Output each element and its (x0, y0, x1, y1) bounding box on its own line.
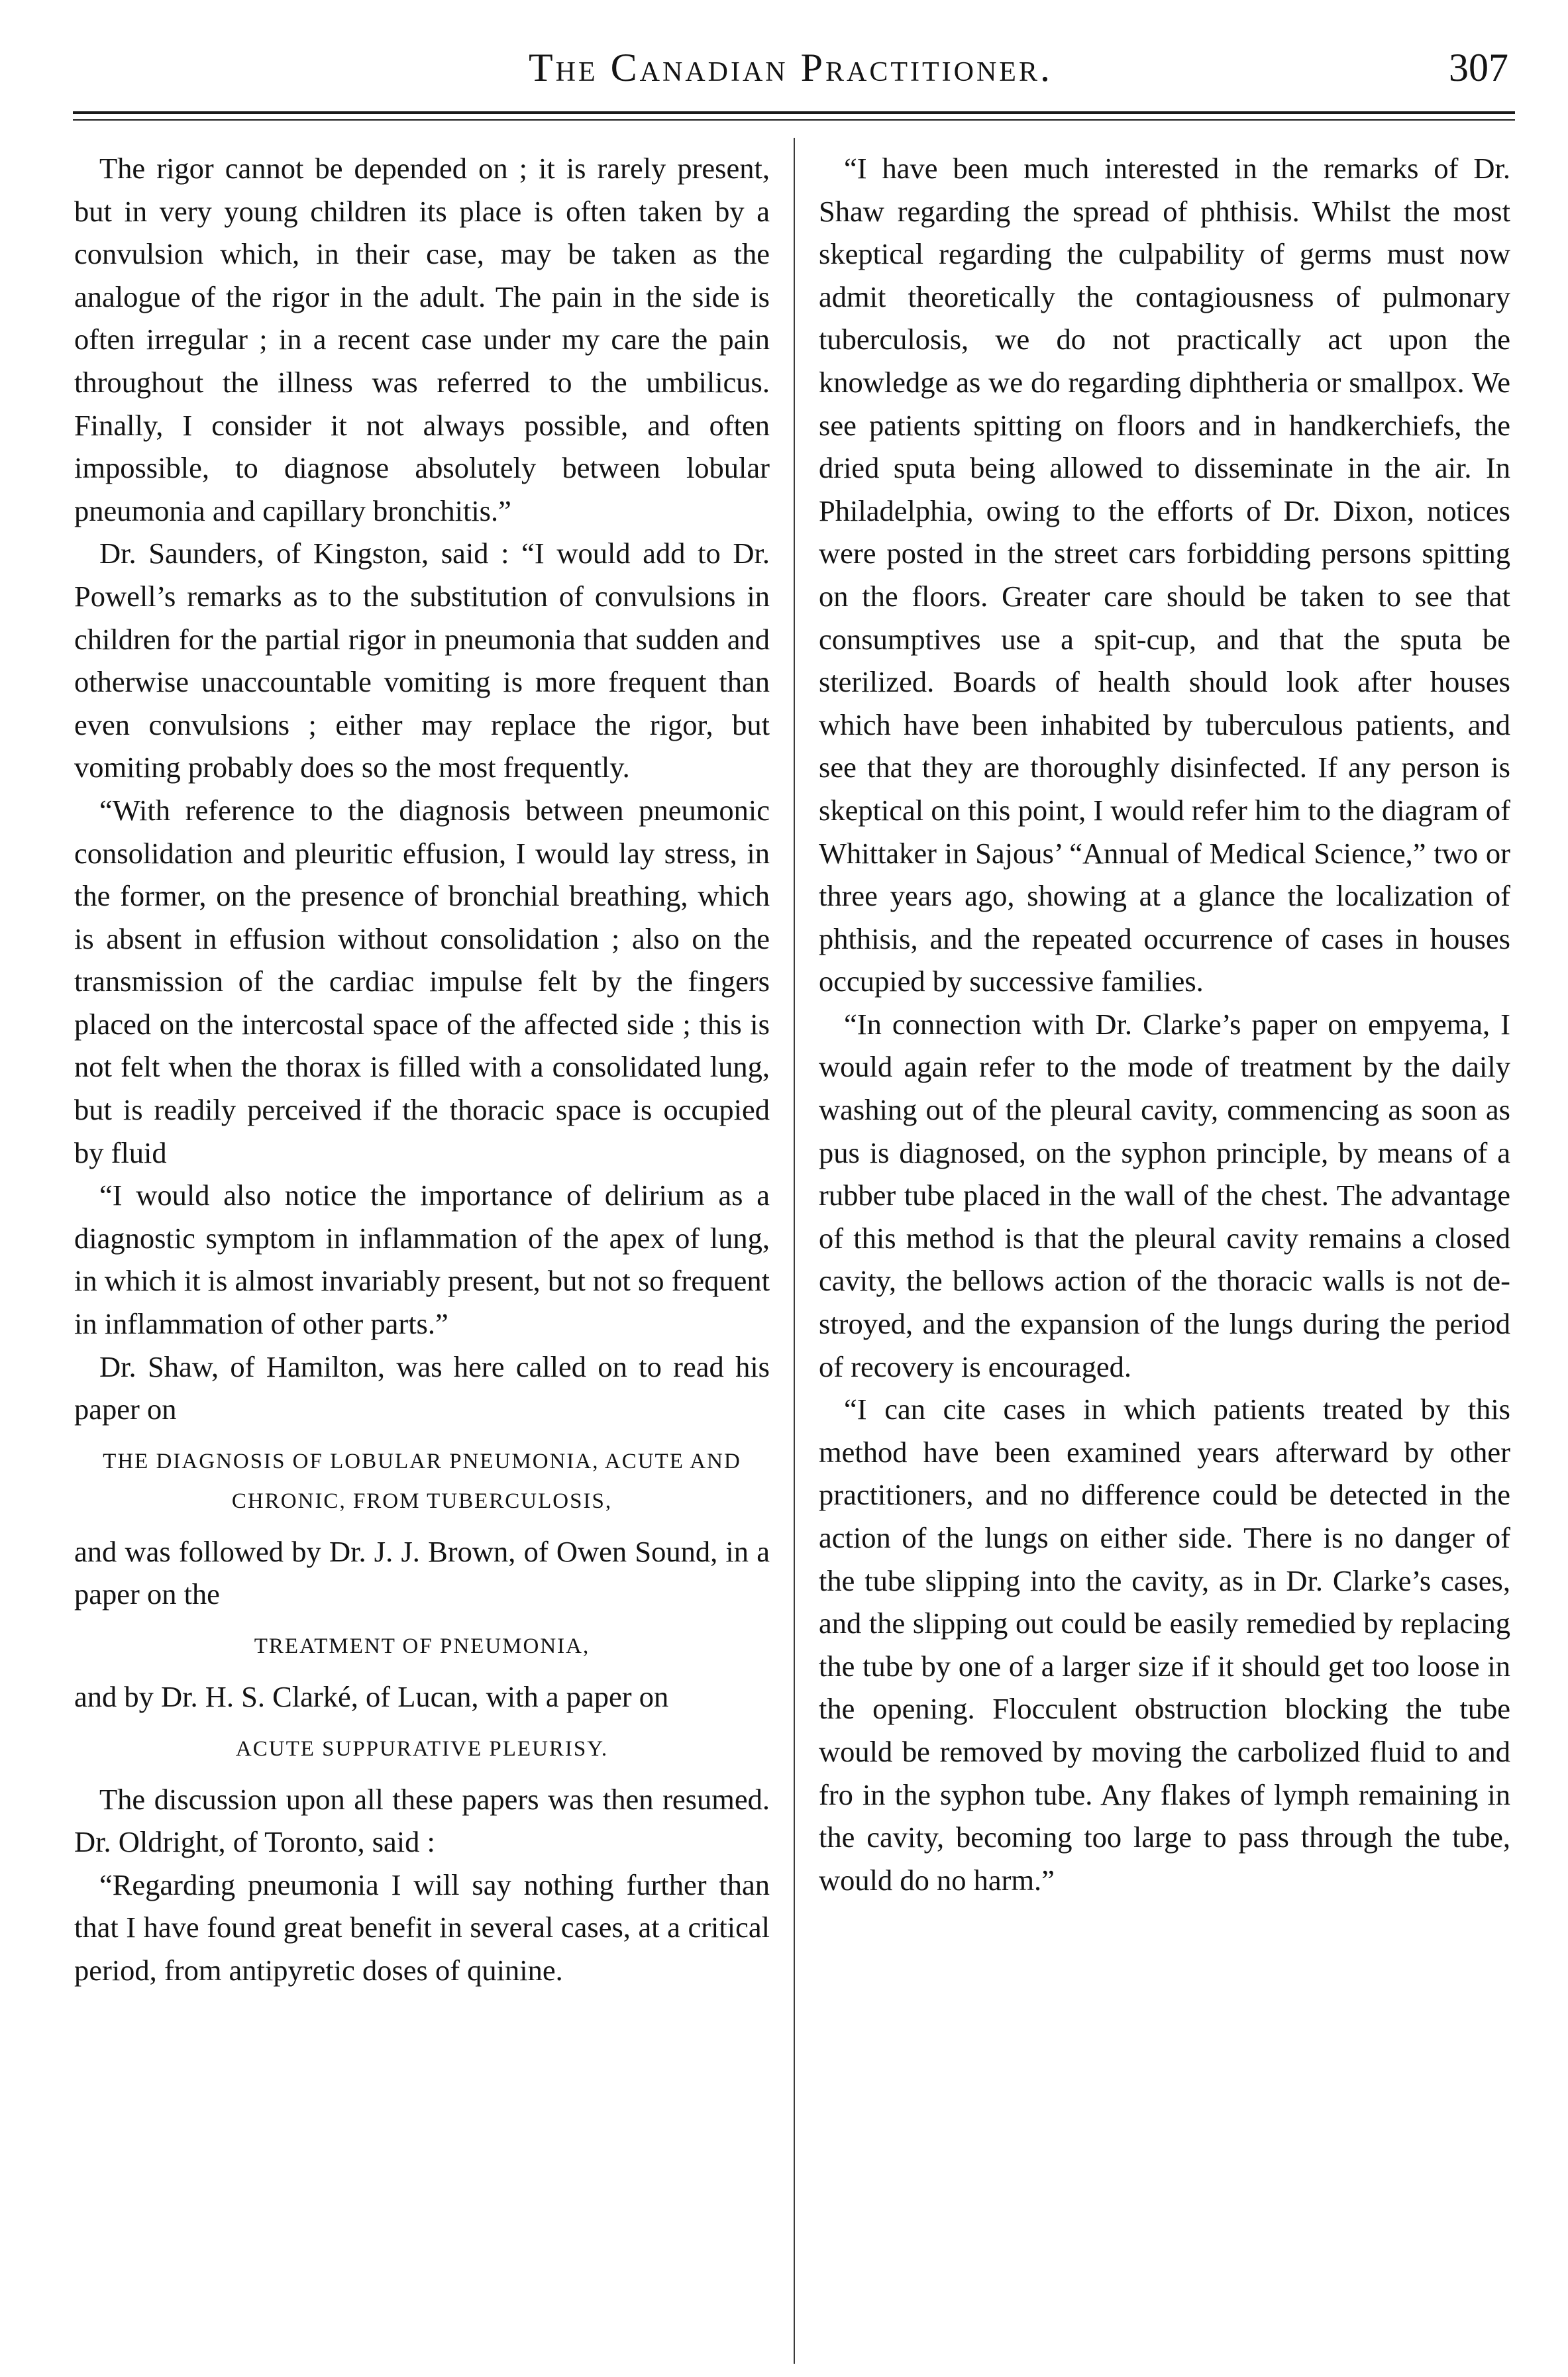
paragraph: “With reference to the diagnosis between pneumonic consolidation and pleuritic effusion, I would lay stress, in the former, on the presence of bronchial breathing, which is absent in effusion without consolidation ; also on the transmission of the cardiac impulse felt by the fingers placed on the intercostal space of the affected side ; this is not felt when the thorax is filled with a consolidated lung, but is readily perceived if the thoracic space is occupied by fluid (74, 793, 770, 1169)
running-head (73, 41, 1508, 94)
header-rule-thin (73, 119, 1515, 121)
paragraph: “I would also notice the importance of delirium as a diagnostic symptom in inflammation of the apex of lung, in which it is almost invariably present, but not so frequent in inflammation of other parts.” (74, 1179, 770, 1341)
paragraph: “Regarding pneumonia I will say nothing further than that I have found great benefit in several cases, at a critical period, from antipyretic doses of quinine. (74, 1868, 770, 1987)
paragraph: and by Dr. H. S. Clarké, of Lucan, with a paper on (74, 1680, 669, 1713)
column-divider (794, 138, 795, 2364)
paragraph: “I have been much interested in the remarks of Dr. Shaw regarding the spread of phthisis. Whilst the most skeptical regarding the culpability of germs must now admit theoretically the contagiousness of pulmonary tuberculosis, we do not practically act upon the knowledge as we do regarding diphtheria or smallpox. We see patients spitting on floors and in handkerchiefs, the dried sputa being allowed to disseminate in the air. In Philadelphia, owing to the efforts of Dr. Dixon, notices were posted in the street cars forbidding persons spitting on the floors. Greater care should be taken to see that consumptives use a spit-cup, and that the sputa be sterilized. Boards of health should look after houses which have been inhabited by tuberculous patients, and see that they are thoroughly disinfected. If any person is skeptical on this point, I would refer him to the diagram of Whittaker in Sajous’ “Annual of Medical Science,” two or three years ago, showing at a glance the localization of phthisis, and the repeated occurrence of cases in houses occupied by successive families. (819, 152, 1510, 998)
paragraph: Dr. Saunders, of Kingston, said : “I would add to Dr. Powell’s remarks as to the substitution of convulsions in children for the partial rigor in pneumonia that sudden and otherwise unaccountable vomiting is more frequent than even convulsions ; either may replace the rigor, but vomiting probably does so the most frequently. (74, 537, 770, 784)
page-number: 307 (1449, 46, 1508, 89)
paragraph: Dr. Shaw, of Hamilton, was here called on to read his paper on (74, 1349, 770, 1426)
section-heading: TREATMENT OF PNEUMONIA, (254, 1634, 590, 1658)
section-heading: ACUTE SUPPURATIVE PLEURISY. (235, 1736, 609, 1761)
journal-title: The Canadian Practitioner. (529, 46, 1053, 89)
paragraph: The discussion upon all these papers was then resumed. Dr. Oldright, of Toronto, said : (74, 1782, 770, 1859)
paragraph: and was followed by Dr. J. J. Brown, of Owen Sound, in a paper on the (74, 1534, 770, 1611)
left-column (74, 147, 770, 1992)
section-heading: THE DIAGNOSIS OF LOBULAR PNEUMONIA, ACUTE AND CHRONIC, FROM TUBERCULOSIS, (103, 1449, 741, 1513)
header-rule-thick (73, 111, 1515, 114)
paragraph: “I can cite cases in which patients treated by this method have been examined years afterward by other practitioners, and no difference could be detected in the action of the lungs on either side. There is no danger of the tube slipping into the cavity, as in Dr. Clarke’s cases, and the slipping out could be easily remedied by replacing the tube by one of a larger size if it should get too loose in the opening. Flocculent obstruction blocking the tube would be removed by moving the carbolized fluid to and fro in the syphon tube. Any flakes of lymph remaining in the cavity, becoming too large to pass through the tube, would do no harm.” (819, 1393, 1510, 1897)
right-column (819, 147, 1510, 1901)
paragraph: The rigor cannot be depended on ; it is rarely present, but in very young children its place is often taken by a convulsion which, in their case, may be taken as the analogue of the rigor in the adult. The pain in the side is often irregular ; in a recent case under my care the pain throughout the illness was referred to the umbilicus. Finally, I consider it not always possible, and often impossible, to diagnose absolutely between lobular pneumonia and capillary bronchitis.” (74, 152, 770, 527)
paragraph: “In connection with Dr. Clarke’s paper on empyema, I would again refer to the mode of treatment by the daily washing out of the pleural cavity, commencing as soon as pus is diagnosed, on the syphon principle, by means of a rubber tube placed in the wall of the chest. The advantage of this method is that the pleural cavity remains a closed cavity, the bellows action of the thoracic walls is not destroyed, and the expansion of the lungs during the period of recovery is encouraged. (819, 1007, 1510, 1383)
